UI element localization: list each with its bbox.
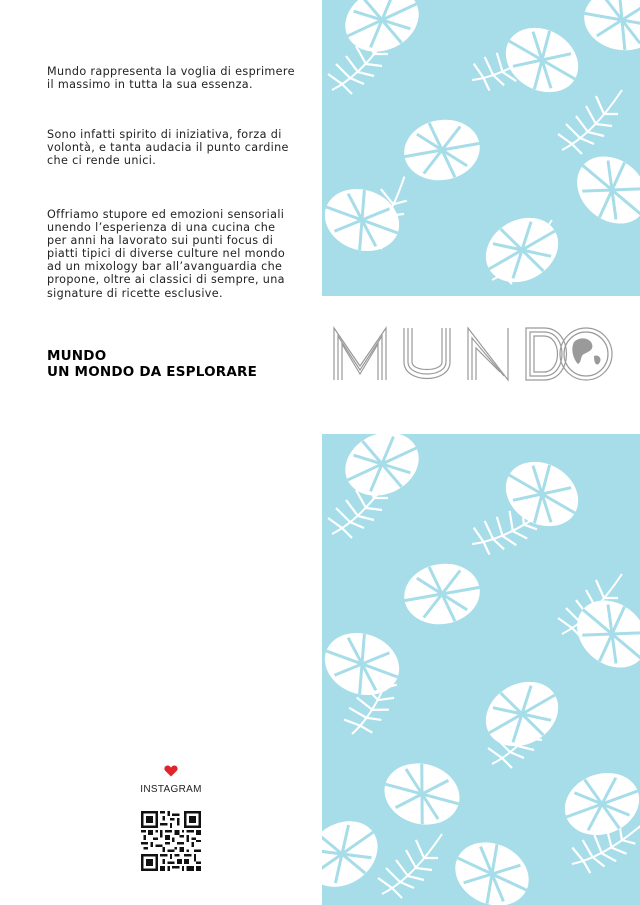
globe-icon — [572, 338, 600, 364]
headline — [47, 348, 257, 380]
qr-code-icon[interactable] — [141, 811, 201, 871]
tropical-pattern-top — [322, 0, 640, 296]
tropical-pattern-bottom — [322, 434, 640, 905]
leaf-pattern-icon — [322, 0, 640, 296]
headline-line-1: MUNDO — [47, 348, 107, 364]
headline-line-2: UN MONDO DA ESPLORARE — [47, 364, 258, 380]
mundo-wordmark — [322, 296, 640, 434]
heart-icon — [164, 765, 178, 777]
offer-paragraph: Offriamo stupore ed emozioni sensoriali unendo l’esperienza di una cucina che per anni ha lavorato sui punti focus di piatti tipici di diverse culture nel mondo ad un mixology bar all’avanguardia che propone, oltre ai classici di sempre, una signature di ricette esclusive. — [47, 208, 286, 300]
intro-paragraph: Mundo rappresenta la voglia di esprimere il massimo in tutta la sua essenza. — [47, 65, 295, 92]
values-paragraph: Sono infatti spirito di iniziativa, forza di volontà, e tanta audacia il punto cardine che ci rende unici. — [47, 128, 289, 168]
instagram-label[interactable]: INSTAGRAM — [140, 784, 202, 795]
leaf-pattern-icon — [322, 434, 640, 905]
mundo-summer-logo — [322, 296, 640, 434]
